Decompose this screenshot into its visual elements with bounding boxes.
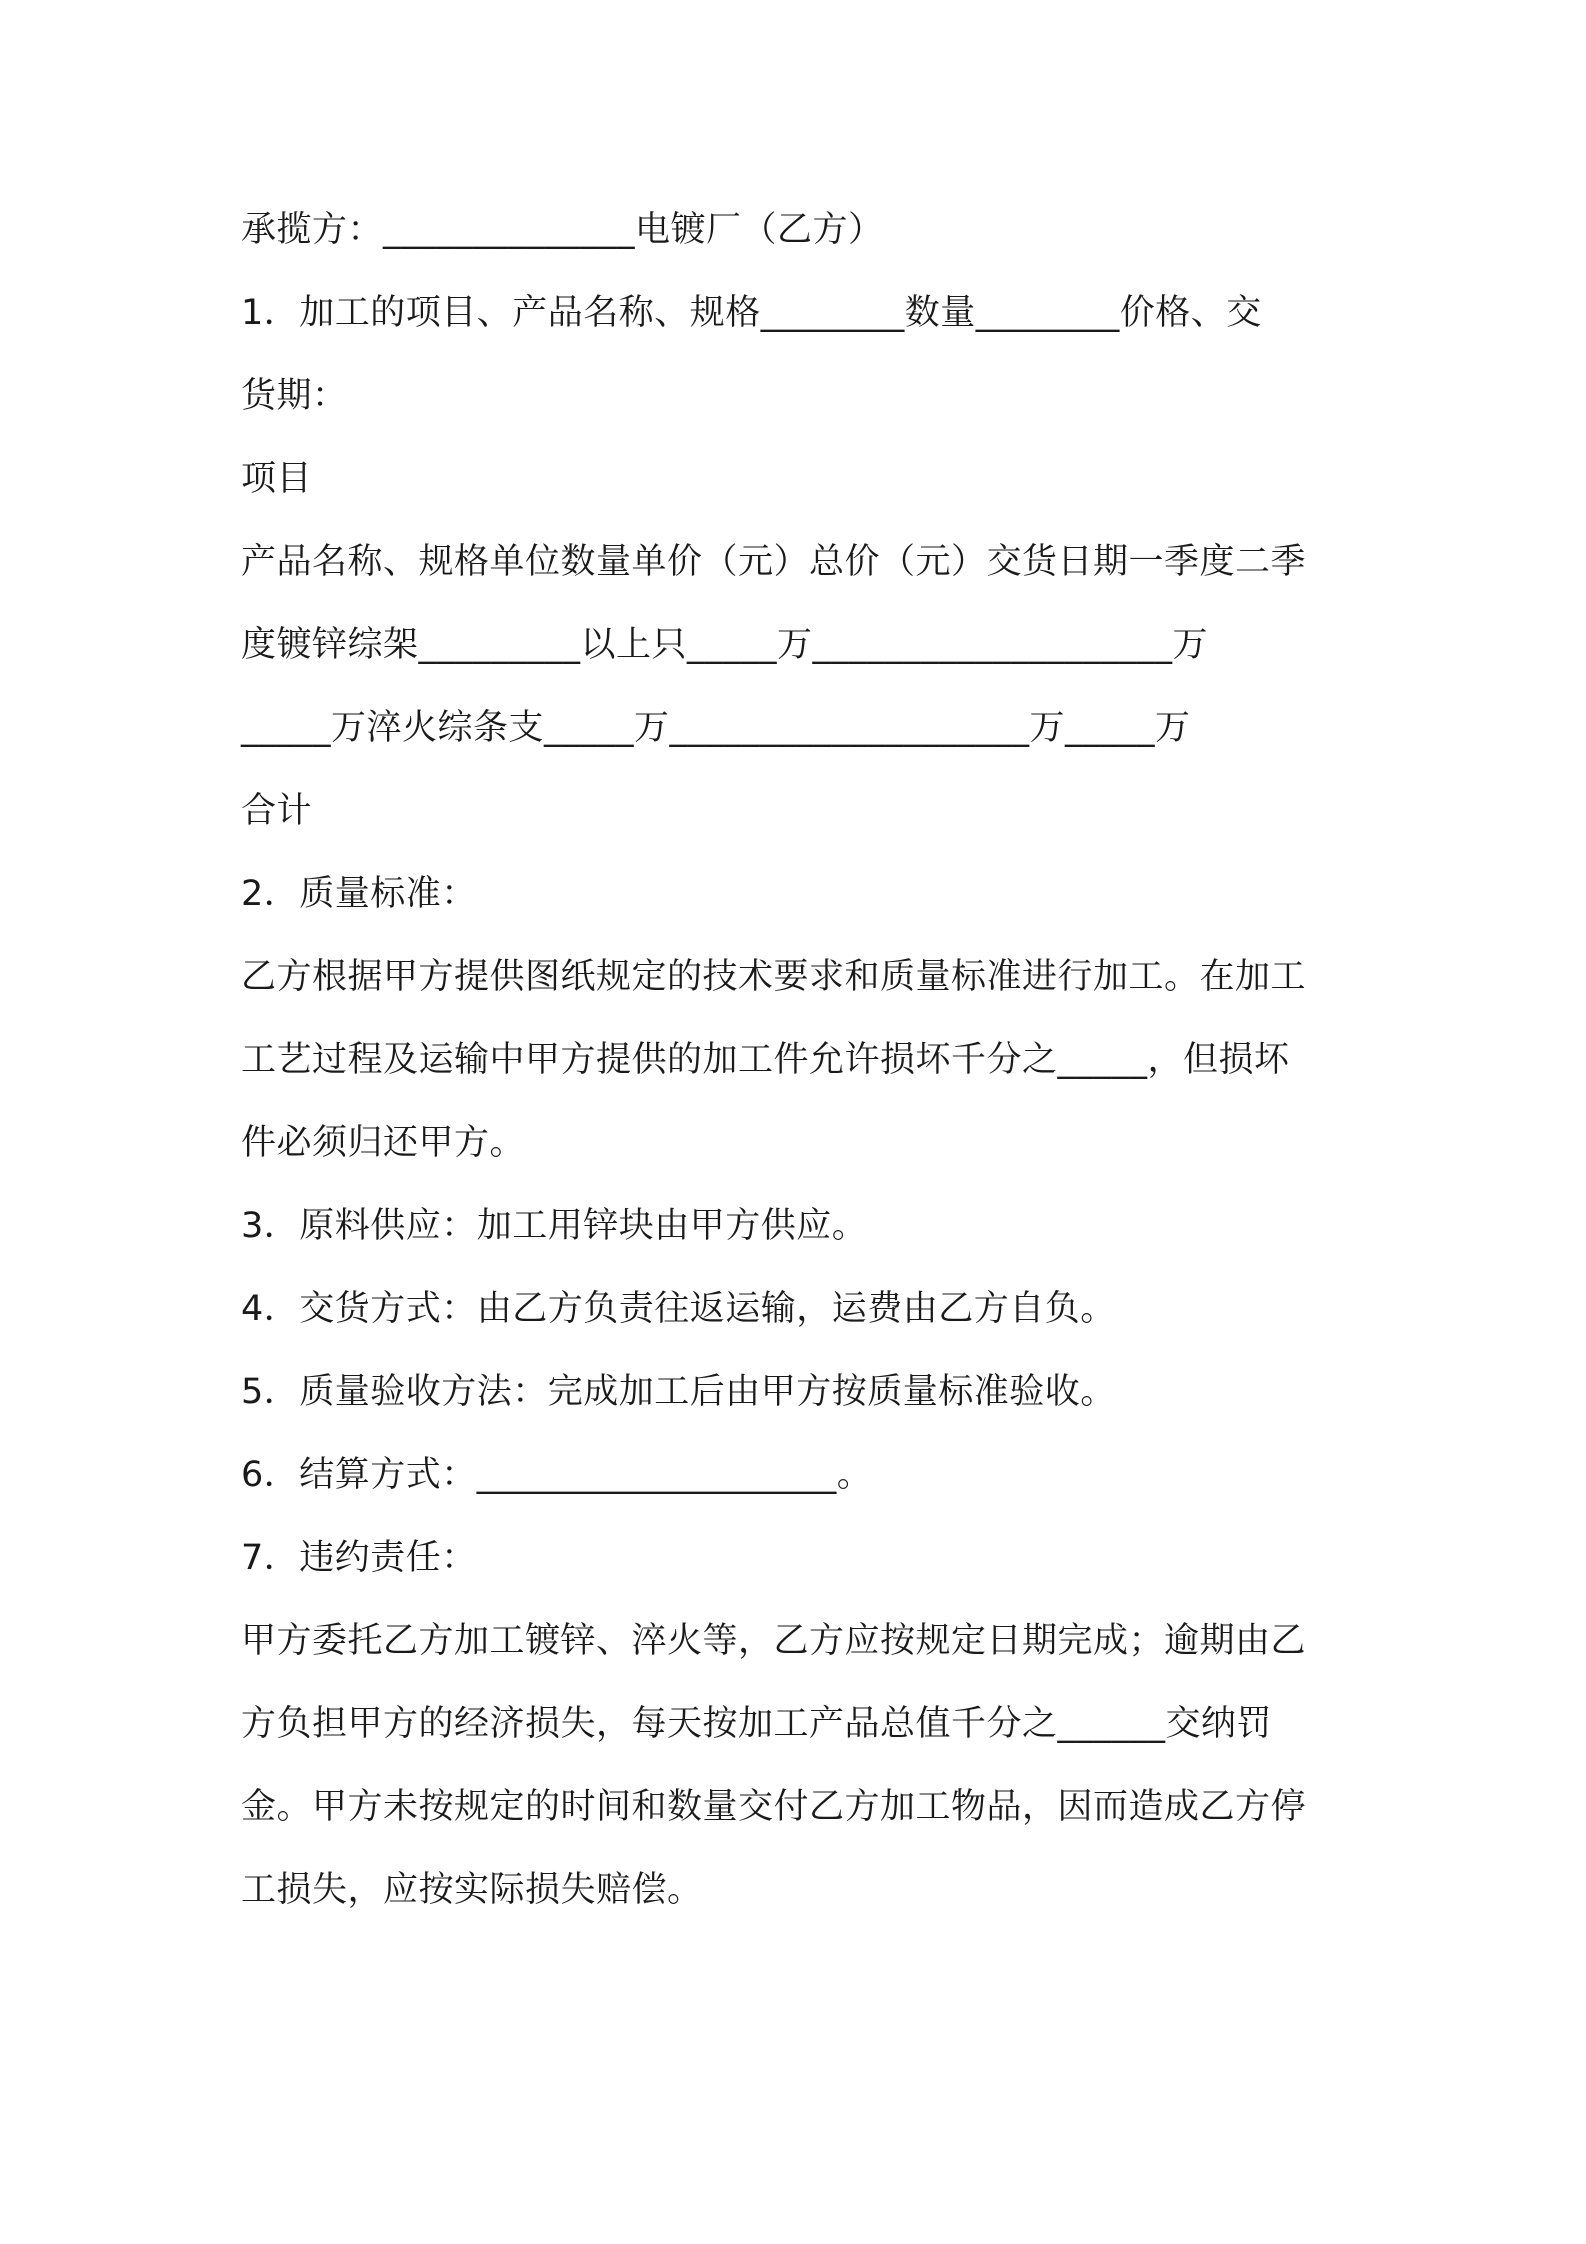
table-row-quenched: _____万淬火综条支_____万____________________万_____万	[241, 708, 1191, 748]
table-row-galvanized: 度镀锌综架_________以上只_____万____________________万	[241, 625, 1209, 665]
clause-2-text-2: 工艺过程及运输中甲方提供的加工件允许损坏千分之_____，但损坏	[241, 1040, 1290, 1080]
clause-7-text-4: 工损失，应按实际损失赔偿。	[241, 1870, 703, 1910]
clause-2-text-1: 乙方根据甲方提供图纸规定的技术要求和质量标准进行加工。在加工	[241, 957, 1307, 997]
clause-4: 4．交货方式：由乙方负责往返运输，运费由乙方自负。	[241, 1289, 1116, 1329]
clause-2-text-3: 件必须归还甲方。	[241, 1123, 526, 1163]
clause-7-text-1: 甲方委托乙方加工镀锌、淬火等，乙方应按规定日期完成；逾期由乙	[241, 1621, 1307, 1661]
table-label-project: 项目	[241, 459, 313, 499]
clause-3: 3．原料供应：加工用锌块由甲方供应。	[241, 1206, 868, 1246]
clause-1-heading-cont: 货期：	[241, 376, 348, 416]
clause-2-heading: 2．质量标准：	[241, 874, 477, 914]
clause-1-heading: 1．加工的项目、产品名称、规格________数量________价格、交	[241, 293, 1262, 333]
clause-7-text-3: 金。甲方未按规定的时间和数量交付乙方加工物品，因而造成乙方停	[241, 1787, 1307, 1827]
table-header-text: 产品名称、规格单位数量单价（元）总价（元）交货日期一季度二季	[241, 542, 1307, 582]
clause-7-text-2: 方负担甲方的经济损失，每天按加工产品总值千分之______交纳罚	[241, 1704, 1273, 1744]
table-total-label: 合计	[241, 791, 313, 831]
clause-6: 6．结算方式：____________________。	[241, 1455, 873, 1495]
clause-7-heading: 7．违约责任：	[241, 1538, 477, 1578]
contractor-line: 承揽方：______________电镀厂（乙方）	[241, 210, 884, 250]
contract-body	[241, 200, 1361, 1943]
clause-5: 5．质量验收方法：完成加工后由甲方按质量标准验收。	[241, 1372, 1116, 1412]
